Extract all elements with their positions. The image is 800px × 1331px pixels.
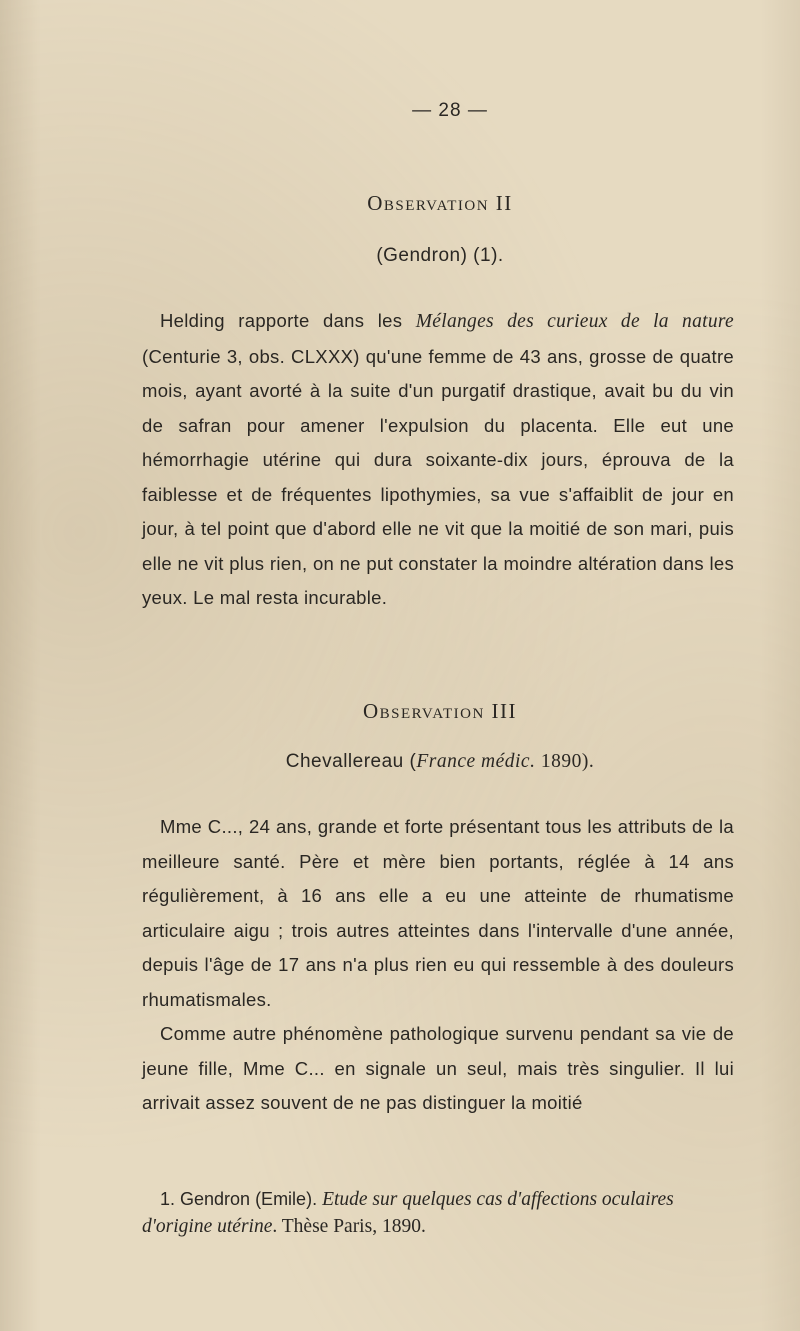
footnote-line-2 — [142, 1213, 742, 1240]
observation-3-body — [142, 810, 734, 1121]
footnote-title-line-1: Etude sur quelques cas d'affections oculaires — [322, 1189, 674, 1210]
observation-2-title: Observation II — [367, 191, 513, 215]
observation-2-text-start: Helding rapporte dans les — [160, 310, 416, 331]
footnote-author: Gendron (Emile). — [180, 1189, 323, 1209]
observation-2-text-rest: (Centurie 3, obs. CLXXX) qu'une femme de 43 ans, grosse de quatre mois, ayant avorté à la suite d'un purgatif drastique, avait bu du vin de safran pour amener l'expulsion du placenta. Elle eut une hémorrhagie utérine qui dura soixante-dix jours, éprouva de la faiblesse et de fréquentes lipothymies, sa vue s'affaiblit de jour en jour, à tel point que d'abord elle ne vit que la moitié de son mari, puis elle ne vit plus rien, on ne put constater la moindre altération dans les yeux. Le mal resta incurable. — [142, 345, 734, 608]
observation-2-body — [142, 304, 734, 616]
observation-2-paragraph — [142, 304, 734, 616]
observation-3-title: Observation III — [362, 699, 518, 723]
observation-3-paragraph-1: Mme C..., 24 ans, grande et forte présentant tous les attributs de la meilleure santé. Père et mère bien portants, réglée à 14 ans régulièrement, à 16 ans elle a eu une atteinte de rhumatisme articulaire aigu ; trois autres atteintes dans l'intervalle d'une année, depuis l'âge de 17 ans n'a plus rien eu qui ressemble à des douleurs rhumatismales. — [142, 816, 734, 1010]
footnote-marker: 1. — [160, 1189, 181, 1209]
observation-3-source-journal: France médic. — [416, 751, 536, 772]
observation-2-source: (Gendron) (1). — [376, 245, 504, 266]
observation-2-book-title: Mélanges des curieux de la nature — [415, 311, 735, 332]
observation-3-source-year: 1890). — [535, 751, 595, 772]
observation-3-source — [0, 751, 800, 773]
observation-3-source-author: Chevallereau ( — [285, 751, 417, 772]
footnote-rest: . Thèse Paris, 1890. — [272, 1216, 426, 1237]
footnote-title-line-2: d'origine utérine — [142, 1216, 273, 1237]
footnote — [142, 1186, 742, 1240]
observation-3-paragraph-2: Comme autre phénomène pathologique survenu pendant sa vie de jeune fille, Mme C... en signale un seul, mais très singulier. Il lui arrivait assez souvent de ne pas distinguer la moitié — [142, 1023, 734, 1113]
page-number: — 28 — — [412, 100, 488, 121]
